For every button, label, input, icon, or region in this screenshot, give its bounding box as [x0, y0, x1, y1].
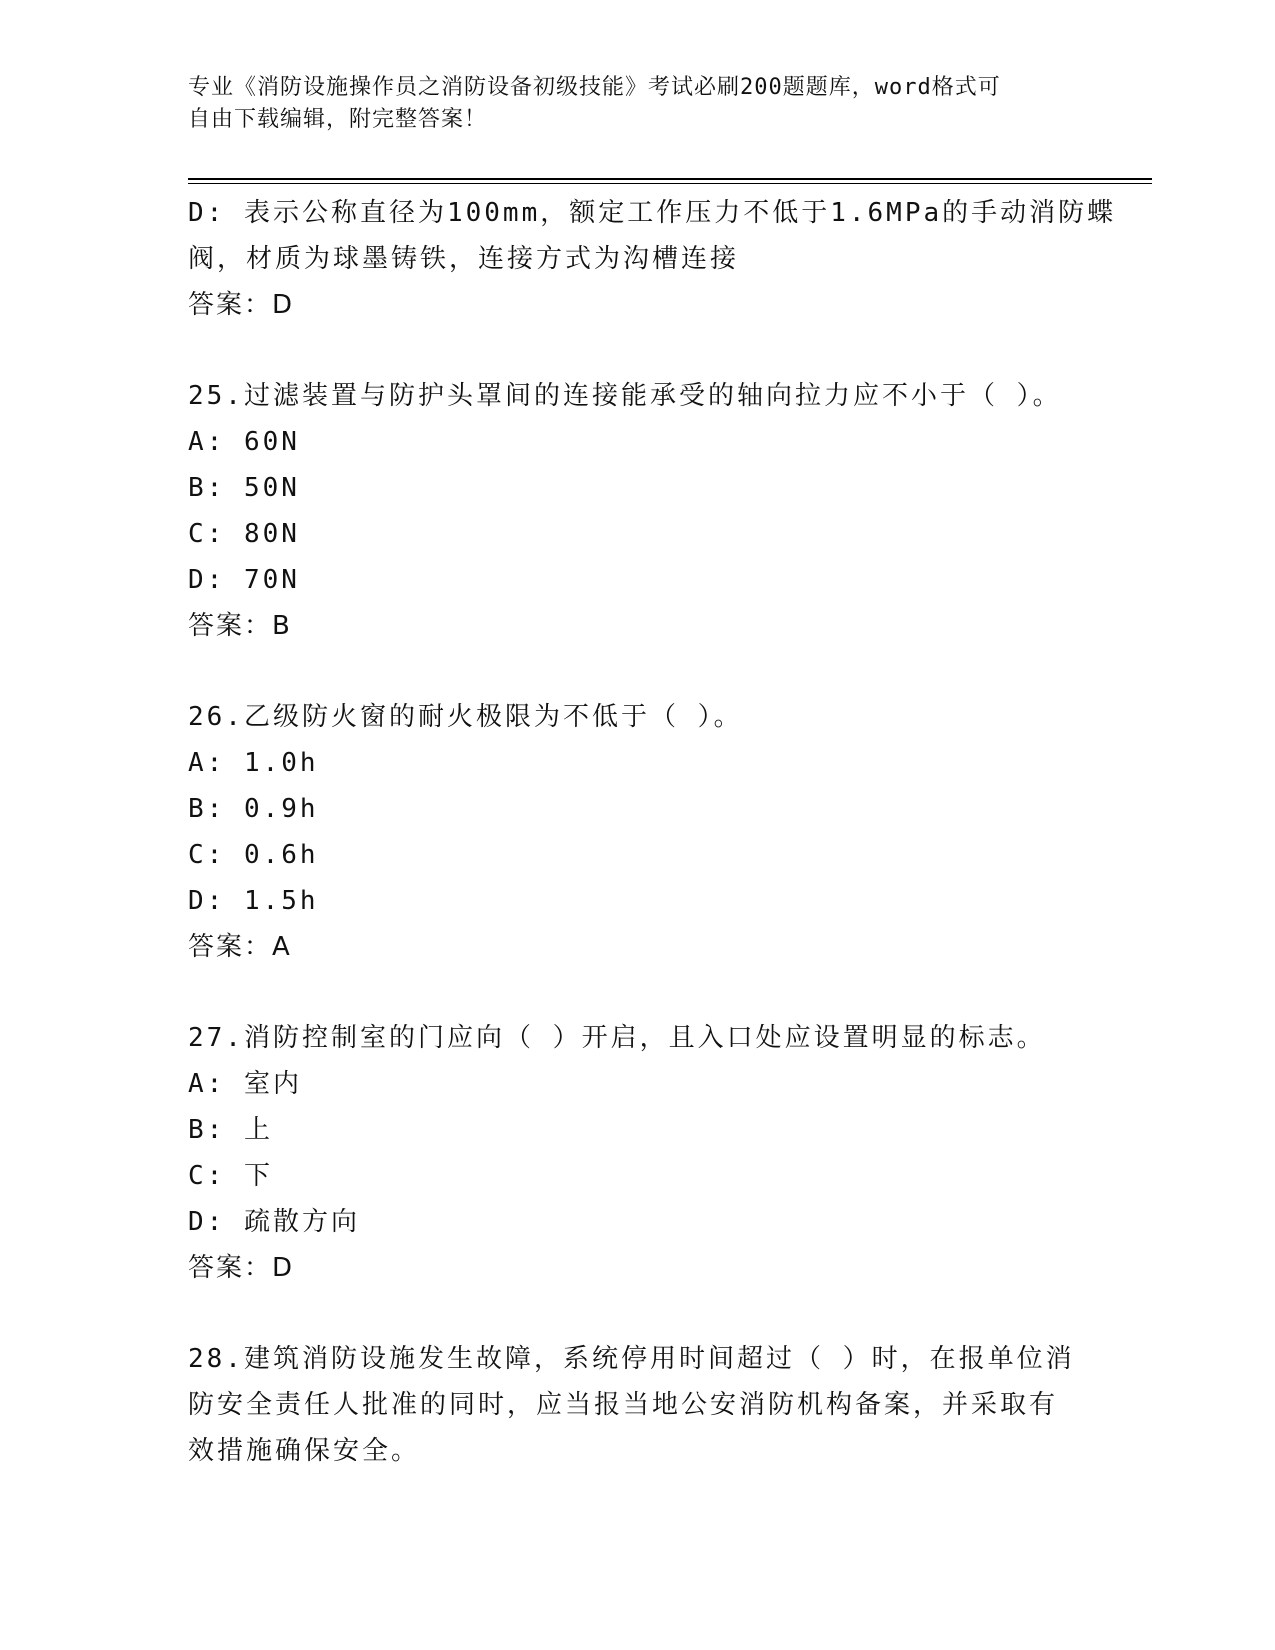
- question-stem: 27.消防控制室的门应向（ ）开启，且入口处应设置明显的标志。: [188, 1023, 1046, 1053]
- question-stem-line-1: 28.建筑消防设施发生故障，系统停用时间超过（ ）时，在报单位消: [188, 1344, 1075, 1374]
- header-divider-thin: [188, 183, 1152, 184]
- previous-question-continuation: [188, 190, 1118, 328]
- option-c: C: 80N: [188, 519, 300, 549]
- option-c: C: 下: [188, 1161, 273, 1191]
- question-content: [188, 190, 1118, 1474]
- option-b: B: 50N: [188, 473, 300, 503]
- answer-line: 答案：B: [188, 611, 292, 641]
- option-d: D: 1.5h: [188, 886, 319, 916]
- question-stem-line-3: 效措施确保安全。: [188, 1436, 421, 1466]
- question-26: [188, 694, 1118, 970]
- option-d: D: 疏散方向: [188, 1207, 360, 1237]
- option-b: B: 上: [188, 1115, 273, 1145]
- option-d: D: 70N: [188, 565, 300, 595]
- option-d-line-2: 阀，材质为球墨铸铁，连接方式为沟槽连接: [188, 244, 740, 274]
- option-a: A: 60N: [188, 427, 300, 457]
- question-28: [188, 1336, 1118, 1474]
- option-b: B: 0.9h: [188, 794, 319, 824]
- option-a: A: 1.0h: [188, 748, 319, 778]
- question-27: [188, 1015, 1118, 1291]
- question-stem: 25.过滤装置与防护头罩间的连接能承受的轴向拉力应不小于（ ）。: [188, 381, 1062, 411]
- option-d-line-1: D: 表示公称直径为100mm，额定工作压力不低于1.6MPa的手动消防蝶: [188, 198, 1117, 228]
- answer-line: 答案：A: [188, 932, 292, 962]
- question-stem-line-2: 防安全责任人批准的同时，应当报当地公安消防机构备案，并采取有: [188, 1390, 1059, 1420]
- question-25: [188, 373, 1118, 649]
- header-divider-thick: [188, 178, 1152, 180]
- header-title-line-1: 专业《消防设施操作员之消防设备初级技能》考试必刷200题题库，word格式可: [188, 75, 1001, 100]
- option-c: C: 0.6h: [188, 840, 319, 870]
- document-header: [188, 72, 1088, 136]
- option-a: A: 室内: [188, 1069, 302, 1099]
- answer-line: 答案：D: [188, 290, 295, 320]
- answer-line: 答案：D: [188, 1253, 295, 1283]
- question-stem: 26.乙级防火窗的耐火极限为不低于（ ）。: [188, 702, 743, 732]
- header-title-line-2: 自由下载编辑，附完整答案！: [188, 107, 488, 132]
